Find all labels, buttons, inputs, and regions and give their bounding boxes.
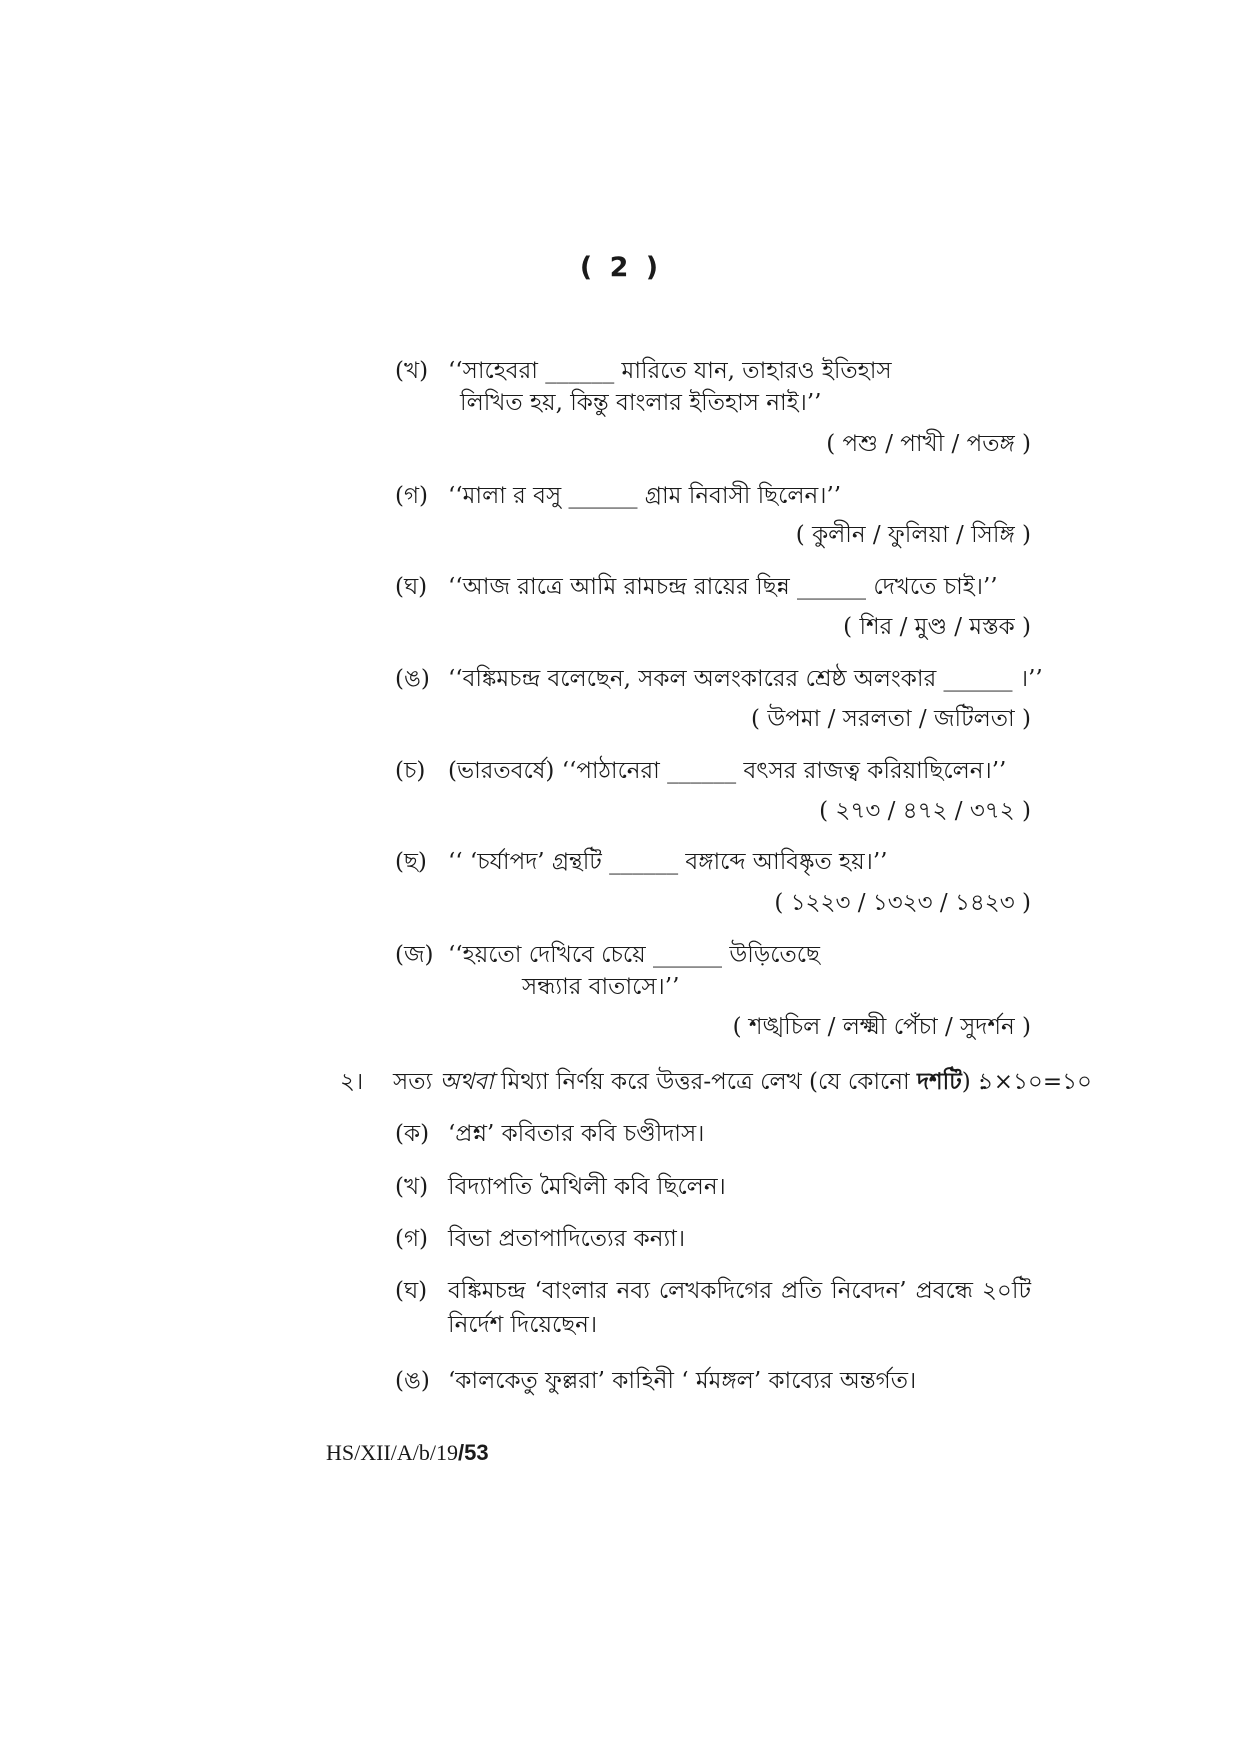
item-label: (গ) xyxy=(395,1226,429,1252)
item-label: (জ) xyxy=(395,942,434,968)
item-text: বিভা প্রতাপাদিত্যের কন্যা। xyxy=(448,1226,686,1252)
item-text: ‘‘ ‘চর্যাপদ’ গ্রন্থটি ______ বঙ্গাব্দে আবিষ্কৃত হয়।’’ xyxy=(448,849,888,875)
item-text: লিখিত হয়, কিন্তু বাংলার ইতিহাস নাই।’’ xyxy=(460,390,822,416)
item-label: (ঘ) xyxy=(395,574,428,600)
item-label: (ঙ) xyxy=(395,1368,430,1394)
item-label: (ঙ) xyxy=(395,666,430,692)
item-text: সন্ধ্যার বাতাসে।’’ xyxy=(522,974,680,1000)
item-options: ( কুলীন / ফুলিয়া / সিঙ্গি ) xyxy=(795,522,1031,548)
item-options: ( ২৭৩ / ৪৭২ / ৩৭২ ) xyxy=(819,798,1031,824)
item-text: বিদ্যাপতি মৈথিলী কবি ছিলেন। xyxy=(448,1174,726,1200)
item-options: ( পশু / পাখী / পতঙ্গ ) xyxy=(826,431,1031,457)
item-text: ‘‘আজ রাত্রে আমি রামচন্দ্র রায়ের ছিন্ন ______ দেখতে চাই।’’ xyxy=(448,574,998,600)
item-text: নির্দেশ দিয়েছেন। xyxy=(448,1312,598,1338)
item-options: ( শঙ্খচিল / লক্ষ্মী পেঁচা / সুদর্শন ) xyxy=(732,1014,1031,1040)
item-options: ( উপমা / সরলতা / জটিলতা ) xyxy=(751,706,1031,732)
item-text: বঙ্কিমচন্দ্র ‘বাংলার নব্য লেখকদিগের প্রতি নিবেদন’ প্রবন্ধে ২০টি xyxy=(448,1278,1031,1304)
question-marks: ১×১০=১০ xyxy=(978,1069,1092,1095)
item-label: (খ) xyxy=(395,1174,429,1200)
question-number: ২। xyxy=(340,1069,364,1095)
item-label: (চ) xyxy=(395,758,426,784)
item-label: (ক) xyxy=(395,1121,430,1147)
item-text: ‘‘সাহেবরা ______ মারিতে যান, তাহারও ইতিহাস xyxy=(448,358,892,384)
item-text: ‘প্রশ্ন’ কবিতার কবি চণ্ডীদাস। xyxy=(448,1121,705,1147)
item-text: ‘‘হয়তো দেখিবে চেয়ে ______ উড়িতেছে xyxy=(448,942,820,968)
item-options: ( শির / মুণ্ড / মস্তক ) xyxy=(843,614,1031,640)
item-label: (গ) xyxy=(395,483,429,509)
page-number: ( 2 ) xyxy=(579,252,663,283)
item-text: ‘‘বঙ্কিমচন্দ্র বলেছেন, সকল অলংকারের শ্রেষ্ঠ অলংকার ______ ।’’ xyxy=(448,666,1043,692)
item-text: ‘‘মালা র বসু ______ গ্রাম নিবাসী ছিলেন।’’ xyxy=(448,483,842,509)
question-instruction: সত্য অথবা মিথ্যা নির্ণয় করে উত্তর-পত্রে লেখ (যে কোনো দশটি) : xyxy=(393,1068,986,1095)
item-options: ( ১২২৩ / ১৩২৩ / ১৪২৩ ) xyxy=(774,890,1031,916)
item-text: ‘কালকেতু ফুল্লরা’ কাহিনী ‘ র্মমঙ্গল’ কাব্যের অন্তর্গত। xyxy=(448,1368,917,1394)
item-text: (ভারতবর্ষে) ‘‘পাঠানেরা ______ বৎসর রাজত্ব করিয়াছিলেন।’’ xyxy=(448,758,1007,784)
paper-code: HS/XII/A/b/19/53 xyxy=(326,1440,489,1465)
item-label: (ছ) xyxy=(395,849,427,875)
item-label: (ঘ) xyxy=(395,1278,428,1304)
item-label: (খ) xyxy=(395,358,429,384)
